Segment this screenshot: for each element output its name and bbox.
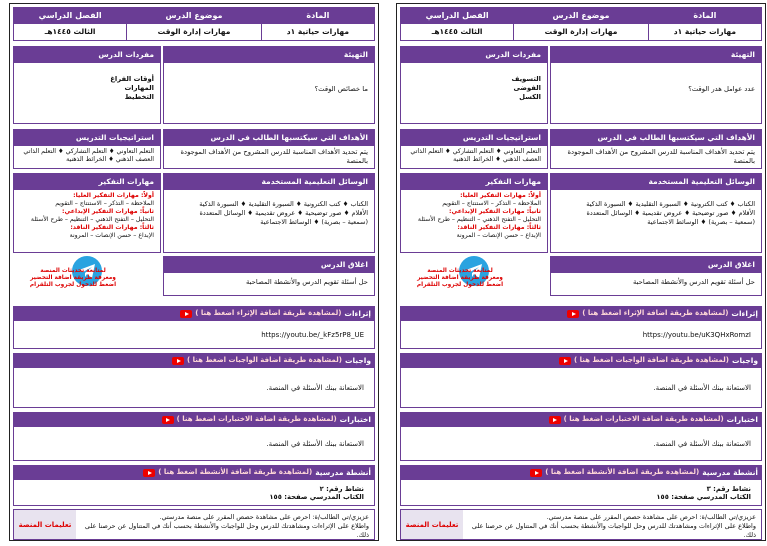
closing-title: اغلاق الدرس — [164, 257, 374, 273]
goals-text: يتم تحديد الأهداف المناسبة للدرس المشروح من الأهداف الموجودة بالمنصة — [567, 148, 755, 165]
enrichment-section — [400, 306, 762, 349]
tests-section — [13, 412, 375, 461]
tests-title: اختبارات — [726, 415, 758, 424]
homework-help-link[interactable]: (لمشاهدة طريقة اضافة الواجبات اضغط هنا ) — [187, 356, 342, 364]
homework-text: الاستعانة ببنك الأسئلة في المنصة. — [13, 368, 375, 408]
thinking-level3-text: الإبداع – حسن الإنصات – المرونة — [69, 232, 154, 239]
tests-title: اختبارات — [339, 415, 371, 424]
term-header: الفصل الدراسي — [14, 8, 126, 24]
activities-title: أنشطة مدرسية — [315, 468, 371, 477]
media-title: الوسائل التعليمية المستخدمة — [551, 174, 761, 190]
topic-value: مهارات إدارة الوقت — [157, 27, 231, 36]
closing-box — [163, 256, 375, 296]
thinking-level3-heading: ثالثاً: مهارات التفكير الناقد: — [70, 224, 154, 231]
subject-value: مهارات حياتية ١د — [673, 27, 736, 36]
warmup-text: عدد عوامل هدر الوقت؟ — [688, 85, 755, 93]
strategies-title: استراتيجيات التدريس — [401, 130, 547, 146]
enrichment-title: إثراءات — [344, 309, 371, 318]
subject-header: المادة — [649, 8, 761, 24]
notes-text: عزيزي/تي الطالب/ة: احرص على مشاهدة حصص المقرر على منصة مدرستي. واطلاع على الإثراءات ومشاهدتك للدرس وحل للواجبات والأنشطة بحسب أنك في المتناول عن حرصنا على ذلك. — [471, 513, 756, 539]
thinking-title: مهارات التفكير — [401, 174, 547, 190]
term-value: الثالث ١٤٤٥هـ — [44, 27, 96, 36]
youtube-play-icon[interactable] — [172, 357, 184, 365]
vocab-title: مفردات الدرس — [401, 47, 547, 63]
vocab-list — [14, 63, 160, 106]
closing-box — [550, 256, 762, 296]
goals-text: يتم تحديد الأهداف المناسبة للدرس المشروح من الأهداف الموجودة بالمنصة — [180, 148, 368, 165]
thinking-level1-heading: أولاً: مهارات التفكير العليا: — [460, 192, 541, 199]
youtube-play-icon[interactable] — [549, 416, 561, 424]
warmup-box — [550, 46, 762, 124]
media-title: الوسائل التعليمية المستخدمة — [164, 174, 374, 190]
youtube-play-icon[interactable] — [559, 357, 571, 365]
goals-title: الأهداف التي سيكتسبها الطالب في الدرس — [164, 130, 374, 146]
activities-help-link[interactable]: (لمشاهدة طريقة اضافة الأنشطة اضغط هنا ) — [545, 468, 700, 476]
subject-header: المادة — [262, 8, 374, 24]
media-text: الكتاب ♦ كتب الكترونية ♦ السبورة التقليدية ♦ السبورة الذكية الأقلام ♦ صور توضيحية ♦ عروض تقديمية ♦ الوسائل المتعددة (سمعية – بصرية) ♦ الوسائط الاجتماعية — [199, 200, 368, 226]
warmup-box — [163, 46, 375, 124]
topic-value: مهارات إدارة الوقت — [544, 27, 618, 36]
enrichment-help-link[interactable]: (لمشاهدة طريقة اضافة الإثراء اضغط هنا ) — [195, 309, 342, 317]
vocab-list — [401, 63, 547, 106]
homework-title: واجبات — [731, 356, 758, 365]
subject-value: مهارات حياتية ١د — [286, 27, 349, 36]
enrichment-link[interactable]: https://youtu.be/_kFz5rP8_UE — [13, 321, 375, 349]
tests-help-link[interactable]: (لمشاهدة طريقة اضافة الاختبارات اضغط هنا ) — [176, 415, 337, 423]
goals-box — [163, 129, 375, 169]
notes-text: عزيزي/تي الطالب/ة: احرص على مشاهدة حصص المقرر على منصة مدرستي. واطلاع على الإثراءات ومشاهدتك للدرس وحل للواجبات والأنشطة بحسب أنك في المتناول عن حرصنا على ذلك. — [84, 513, 369, 539]
tests-text: الاستعانة ببنك الأسئلة في المنصة. — [400, 427, 762, 461]
thinking-level3-heading: ثالثاً: مهارات التفكير الناقد: — [457, 224, 541, 231]
lesson-header — [400, 7, 762, 41]
homework-text: الاستعانة ببنك الأسئلة في المنصة. — [400, 368, 762, 408]
strategies-title: استراتيجيات التدريس — [14, 130, 160, 146]
notes-label: تعليمات المنصة — [14, 510, 76, 539]
thinking-level2-text: التحليل – التفتح الذهني – التنظيم – طرح الأسئلة — [417, 216, 541, 223]
warmup-text: ما خصائص الوقت؟ — [314, 85, 368, 93]
youtube-play-icon[interactable] — [143, 469, 155, 477]
tests-help-link[interactable]: (لمشاهدة طريقة اضافة الاختبارات اضغط هنا ) — [563, 415, 724, 423]
activity-number: نشاط رقم: ٢ — [319, 484, 364, 493]
media-text: الكتاب ♦ كتب الكترونية ♦ السبورة التقليدية ♦ السبورة الذكية الأقلام ♦ صور توضيحية ♦ عروض تقديمية ♦ الوسائل المتعددة (سمعية – بصرية) ♦ الوسائط الاجتماعية — [586, 200, 755, 226]
platform-notes — [13, 509, 375, 540]
thinking-level2-heading: ثانياً: مهارات التفكير الإبداعي: — [62, 208, 154, 215]
closing-text: حل أسئلة تقويم الدرس والأنشطة المصاحبة — [245, 278, 368, 286]
vocab-item: أوقات الفراغ — [110, 75, 154, 83]
platform-notes — [400, 509, 762, 540]
activity-page: الكتاب المدرسي صفحة: ١٥٥ — [269, 492, 364, 501]
vocab-title: مفردات الدرس — [14, 47, 160, 63]
youtube-play-icon[interactable] — [180, 310, 192, 318]
thinking-box — [400, 173, 548, 253]
term-header: الفصل الدراسي — [401, 8, 513, 24]
youtube-play-icon[interactable] — [530, 469, 542, 477]
warmup-title: التهيئة — [551, 47, 761, 63]
enrichment-title: إثراءات — [731, 309, 758, 318]
activity-number: نشاط رقم: ٣ — [706, 484, 751, 493]
youtube-play-icon[interactable] — [162, 416, 174, 424]
telegram-promo-text[interactable]: لمتابعة تحديثات المنصة ومعرفة طريقة اضافة التحضير اضغط للدخول لجروب التلقرام — [416, 268, 504, 288]
vocab-item: الفوضى — [513, 84, 541, 92]
homework-help-link[interactable]: (لمشاهدة طريقة اضافة الواجبات اضغط هنا ) — [574, 356, 729, 364]
topic-header: موضوع الدرس — [127, 8, 261, 24]
topic-header: موضوع الدرس — [514, 8, 648, 24]
activities-section — [13, 465, 375, 506]
strategies-text: التعلم التعاوني ♦ التعلم التشاركي ♦ التعلم الذاتي العصف الذهني ♦ الخرائط الذهنية — [23, 148, 154, 163]
closing-text: حل أسئلة تقويم الدرس والأنشطة المصاحبة — [632, 278, 755, 286]
vocab-item: المهارات — [124, 84, 154, 92]
homework-title: واجبات — [344, 356, 371, 365]
thinking-box — [13, 173, 161, 253]
thinking-level1-text: الملاحظة – التذكر – الاستنتاج – التقويم — [442, 200, 541, 207]
closing-title: اغلاق الدرس — [551, 257, 761, 273]
vocab-item: التخطيط — [124, 93, 154, 101]
thinking-level2-text: التحليل – التفتح الذهني – التنظيم – طرح الأسئلة — [30, 216, 154, 223]
enrichment-link[interactable]: https://youtu.be/uK3QHxRomzI — [400, 321, 762, 349]
youtube-play-icon[interactable] — [567, 310, 579, 318]
thinking-level1-text: الملاحظة – التذكر – الاستنتاج – التقويم — [55, 200, 154, 207]
enrichment-section — [13, 306, 375, 349]
vocab-box — [400, 46, 548, 124]
thinking-level3-text: الإبداع – حسن الإنصات – المرونة — [456, 232, 541, 239]
strategies-text: التعلم التعاوني ♦ التعلم التشاركي ♦ التعلم الذاتي العصف الذهني ♦ الخرائط الذهنية — [410, 148, 541, 163]
vocab-item: الكسل — [519, 93, 541, 101]
media-box — [163, 173, 375, 253]
goals-title: الأهداف التي سيكتسبها الطالب في الدرس — [551, 130, 761, 146]
notes-label: تعليمات المنصة — [401, 510, 463, 539]
telegram-promo-text[interactable]: لمتابعة تحديثات المنصة ومعرفة طريقة اضافة التحضير اضغط للدخول لجروب التلقرام — [29, 268, 117, 288]
tests-section — [400, 412, 762, 461]
media-box — [550, 173, 762, 253]
activities-section — [400, 465, 762, 506]
warmup-title: التهيئة — [164, 47, 374, 63]
thinking-title: مهارات التفكير — [14, 174, 160, 190]
vocab-item: التسويف — [511, 75, 541, 83]
enrichment-help-link[interactable]: (لمشاهدة طريقة اضافة الإثراء اضغط هنا ) — [582, 309, 729, 317]
vocab-box — [13, 46, 161, 124]
homework-section — [400, 353, 762, 408]
term-value: الثالث ١٤٤٥هـ — [431, 27, 483, 36]
strategies-box — [400, 129, 548, 169]
strategies-box — [13, 129, 161, 169]
homework-section — [13, 353, 375, 408]
thinking-level2-heading: ثانياً: مهارات التفكير الإبداعي: — [449, 208, 541, 215]
tests-text: الاستعانة ببنك الأسئلة في المنصة. — [13, 427, 375, 461]
thinking-level1-heading: أولاً: مهارات التفكير العليا: — [73, 192, 154, 199]
activity-page: الكتاب المدرسي صفحة: ١٥٥ — [656, 492, 751, 501]
activities-title: أنشطة مدرسية — [702, 468, 758, 477]
goals-box — [550, 129, 762, 169]
lesson-header — [13, 7, 375, 41]
activities-help-link[interactable]: (لمشاهدة طريقة اضافة الأنشطة اضغط هنا ) — [158, 468, 313, 476]
